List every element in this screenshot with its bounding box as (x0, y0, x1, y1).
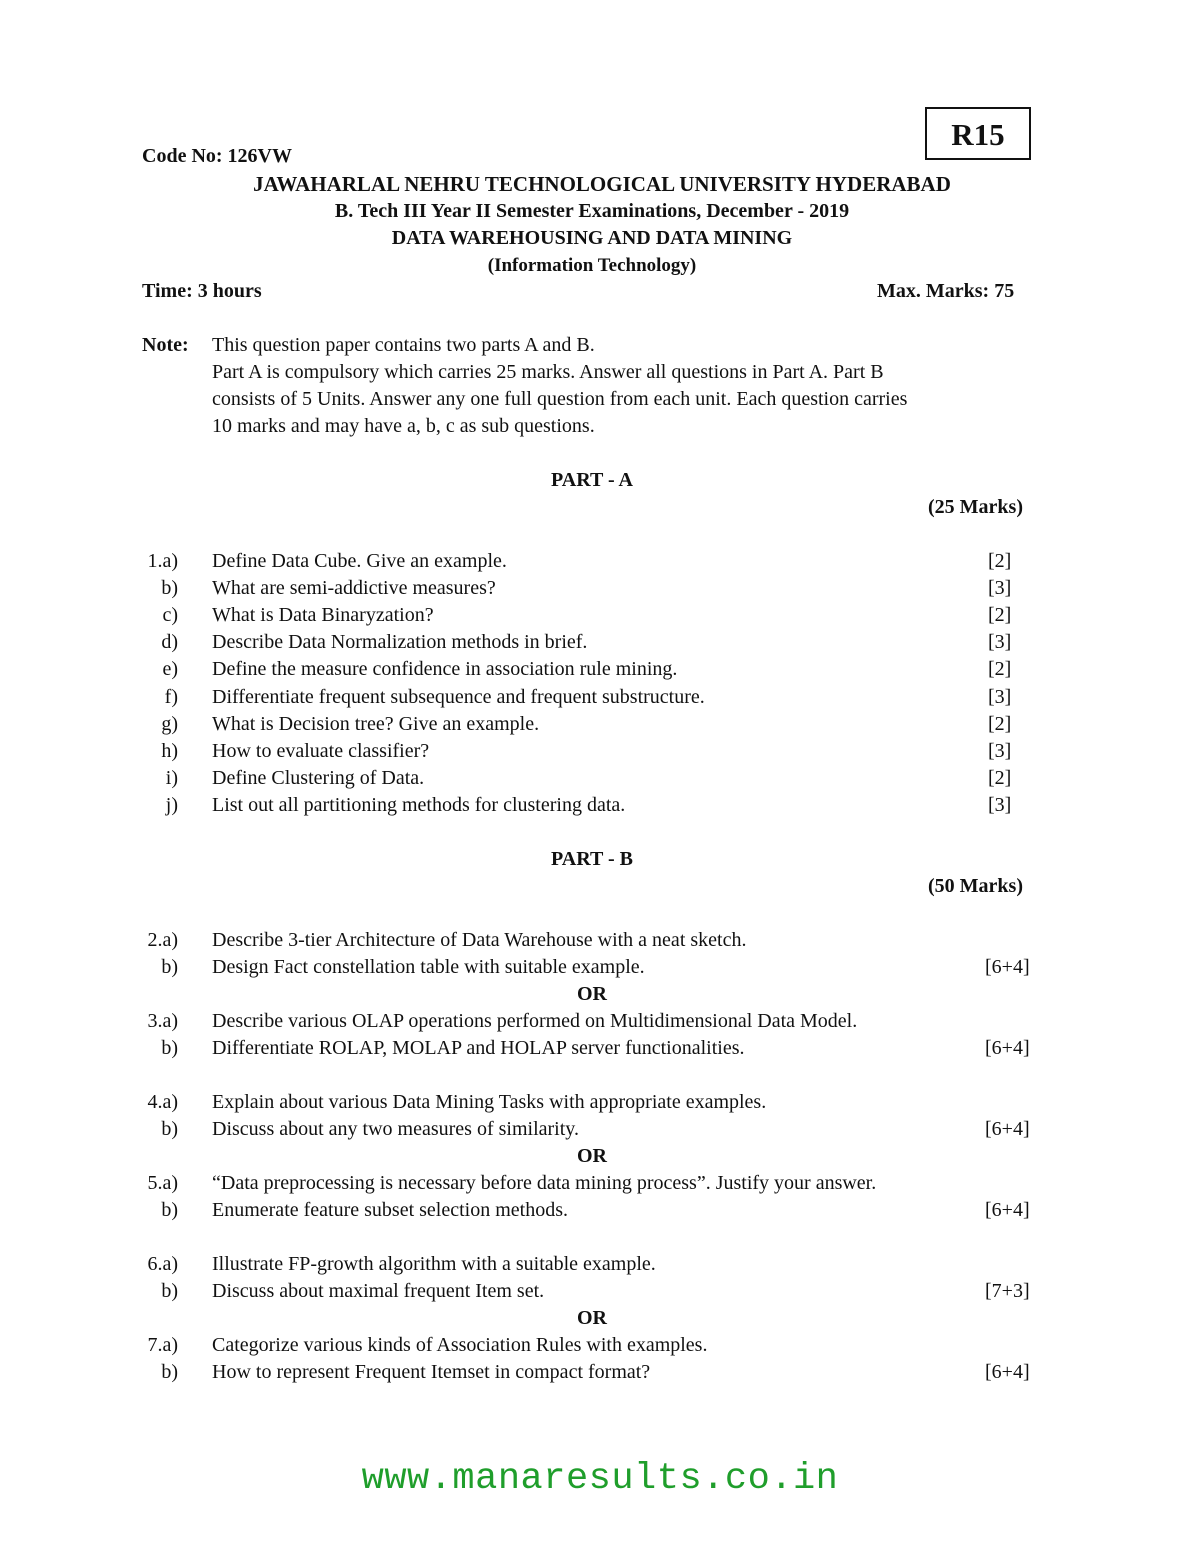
question-number: b) (161, 1118, 178, 1140)
question-marks: [2] (988, 658, 1012, 681)
part-b-marks: (50 Marks) (928, 875, 1023, 897)
branch-name: (Information Technology) (487, 255, 697, 276)
question-row (0, 1118, 1200, 1145)
subject-title: DATA WAREHOUSING AND DATA MINING (391, 227, 793, 249)
question-number: f) (164, 685, 178, 708)
question-row (0, 658, 1200, 685)
part-a-title: PART - A (551, 469, 633, 491)
question-number: 6.a) (147, 1253, 178, 1275)
question-number: 3.a) (147, 1010, 178, 1032)
question-text: Differentiate frequent subsequence and frequent substructure. (212, 685, 705, 708)
question-number: b) (161, 577, 178, 600)
question-marks: [2] (988, 712, 1012, 735)
question-row (0, 1010, 1200, 1037)
note-line: Part A is compulsory which carries 25 marks. Answer all questions in Part A. Part B (212, 361, 884, 383)
question-text: Discuss about maximal frequent Item set. (212, 1280, 545, 1302)
question-text: Describe 3-tier Architecture of Data Warehouse with a neat sketch. (212, 929, 747, 951)
question-text: What is Decision tree? Give an example. (212, 712, 540, 735)
question-marks: [6+4] (985, 1118, 1030, 1140)
question-text: Categorize various kinds of Association Rules with examples. (212, 1334, 708, 1356)
question-row (0, 794, 1200, 821)
question-row (0, 1172, 1200, 1199)
question-number: b) (161, 1361, 178, 1383)
question-number: e) (162, 658, 178, 681)
website-footer: www.manaresults.co.in (361, 1458, 839, 1500)
question-text: Define Data Cube. Give an example. (212, 550, 507, 572)
question-text: Describe various OLAP operations performed on Multidimensional Data Model. (212, 1010, 858, 1032)
question-marks: [3] (988, 577, 1012, 600)
question-row (0, 1361, 1200, 1388)
question-text: Discuss about any two measures of similarity. (212, 1118, 579, 1140)
question-row (0, 631, 1200, 658)
or-separator: OR (577, 1307, 607, 1329)
question-text: Illustrate FP-growth algorithm with a suitable example. (212, 1253, 656, 1275)
part-b-title: PART - B (551, 848, 633, 870)
question-row (0, 1037, 1200, 1064)
question-row (0, 686, 1200, 713)
question-marks: [6+4] (985, 1361, 1030, 1383)
question-row (0, 604, 1200, 631)
question-text: Describe Data Normalization methods in brief. (212, 631, 588, 654)
regulation-badge: R15 (925, 107, 1031, 160)
question-row (0, 929, 1200, 956)
question-number: 1.a) (147, 550, 178, 572)
question-row (0, 713, 1200, 740)
question-number: j) (165, 793, 178, 816)
question-row (0, 740, 1200, 767)
part-a-marks: (25 Marks) (928, 496, 1023, 518)
exam-duration: Time: 3 hours (142, 280, 262, 302)
question-text: How to represent Frequent Itemset in compact format? (212, 1361, 651, 1383)
question-marks: [3] (988, 685, 1012, 708)
note-line: This question paper contains two parts A and B. (212, 334, 595, 356)
question-text: Design Fact constellation table with suitable example. (212, 956, 645, 978)
question-row (0, 1091, 1200, 1118)
question-row (0, 1199, 1200, 1226)
exam-title: B. Tech III Year II Semester Examinations, December - 2019 (334, 200, 850, 222)
question-number: b) (161, 956, 178, 978)
question-text: Explain about various Data Mining Tasks with appropriate examples. (212, 1091, 767, 1113)
or-separator: OR (577, 983, 607, 1005)
question-row (0, 577, 1200, 604)
question-row (0, 1280, 1200, 1307)
question-row (0, 767, 1200, 794)
question-number: 5.a) (147, 1172, 178, 1194)
question-marks: [2] (988, 550, 1012, 572)
question-text: Enumerate feature subset selection methods. (212, 1199, 568, 1221)
question-marks: [6+4] (985, 1199, 1030, 1221)
question-number: g) (161, 712, 178, 735)
question-marks: [6+4] (985, 1037, 1030, 1059)
question-text: Differentiate ROLAP, MOLAP and HOLAP server functionalities. (212, 1037, 745, 1059)
note-label: Note: (142, 334, 189, 356)
question-number: i) (165, 766, 178, 789)
question-row (0, 550, 1200, 577)
question-marks: [3] (988, 631, 1012, 654)
university-name: JAWAHARLAL NEHRU TECHNOLOGICAL UNIVERSITY HYDERABAD (253, 172, 951, 196)
question-marks: [7+3] (985, 1280, 1030, 1302)
question-row (0, 1253, 1200, 1280)
question-text: “Data preprocessing is necessary before data mining process”. Justify your answer. (212, 1172, 877, 1194)
question-row (0, 1334, 1200, 1361)
question-marks: [6+4] (985, 956, 1030, 978)
note-line: 10 marks and may have a, b, c as sub questions. (212, 415, 595, 437)
question-marks: [2] (988, 766, 1012, 789)
or-separator: OR (577, 1145, 607, 1167)
question-number: b) (161, 1199, 178, 1221)
question-number: c) (162, 604, 178, 627)
question-text: Define the measure confidence in association rule mining. (212, 658, 678, 681)
question-marks: [3] (988, 739, 1012, 762)
question-number: b) (161, 1280, 178, 1302)
question-number: b) (161, 1037, 178, 1059)
question-number: h) (161, 739, 178, 762)
question-number: 2.a) (147, 929, 178, 951)
question-row (0, 956, 1200, 983)
question-text: List out all partitioning methods for clustering data. (212, 793, 626, 816)
code-number: Code No: 126VW (142, 145, 292, 167)
question-text: Define Clustering of Data. (212, 766, 425, 789)
question-marks: [2] (988, 604, 1012, 627)
note-line: consists of 5 Units. Answer any one full question from each unit. Each question carries (212, 388, 908, 410)
question-number: 7.a) (147, 1334, 178, 1356)
question-text: What are semi-addictive measures? (212, 577, 496, 600)
question-number: 4.a) (147, 1091, 178, 1113)
question-text: How to evaluate classifier? (212, 739, 430, 762)
max-marks: Max. Marks: 75 (877, 280, 1015, 302)
question-text: What is Data Binaryzation? (212, 604, 434, 627)
question-number: d) (161, 631, 178, 654)
question-marks: [3] (988, 793, 1012, 816)
